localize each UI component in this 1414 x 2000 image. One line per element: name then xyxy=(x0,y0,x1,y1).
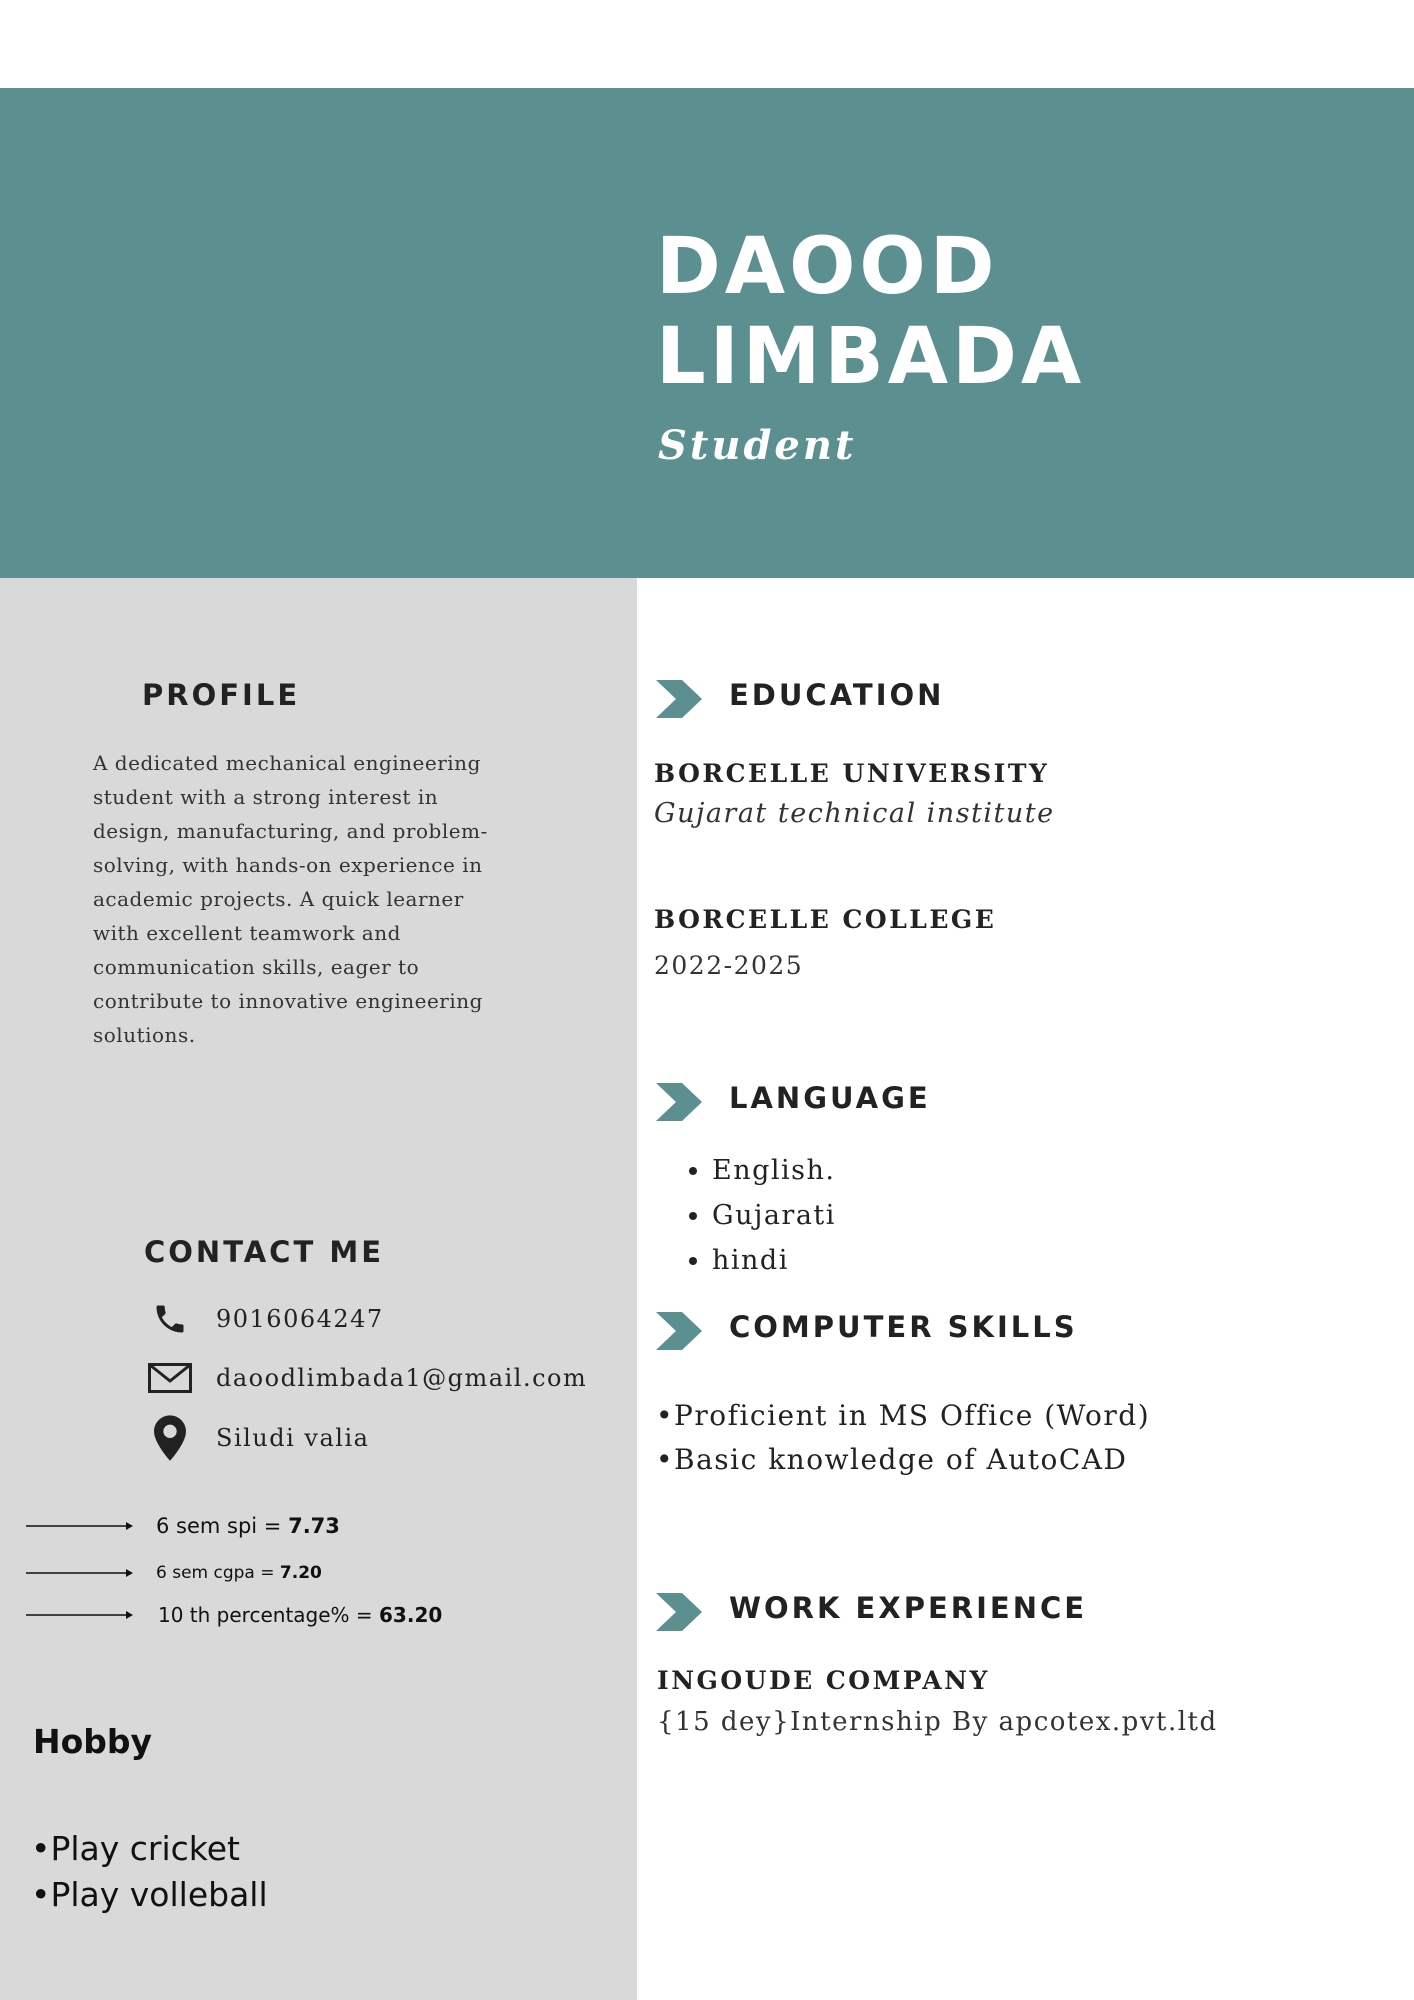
contact-heading: CONTACT ME xyxy=(144,1235,385,1269)
stat-text: 10 th percentage% = 63.20 xyxy=(158,1603,443,1627)
chevron-right-icon xyxy=(656,1312,702,1350)
language-item: • hindi xyxy=(712,1238,836,1283)
chevron-right-icon xyxy=(656,680,702,718)
company-name: INGOUDE COMPANY xyxy=(657,1666,990,1695)
institute-name: Gujarat technical institute xyxy=(654,798,1055,829)
location-text: Siludi valia xyxy=(216,1424,370,1452)
stat-text: 6 sem spi = 7.73 xyxy=(156,1514,340,1538)
work-heading: WORK EXPERIENCE xyxy=(729,1591,1088,1625)
chevron-right-icon xyxy=(656,1593,702,1631)
skill-item: •Basic knowledge of AutoCAD xyxy=(656,1443,1128,1476)
stat-spi xyxy=(26,1514,340,1538)
education-heading: EDUCATION xyxy=(729,678,945,712)
first-name: DAOOD xyxy=(656,222,999,312)
phone-icon xyxy=(148,1297,192,1341)
skills-heading: COMPUTER SKILLS xyxy=(729,1310,1078,1344)
language-heading: LANGUAGE xyxy=(729,1081,931,1115)
stat-text: 6 sem cgpa = 7.20 xyxy=(156,1563,322,1583)
mail-icon xyxy=(148,1356,192,1400)
hobby-item: •Play volleball xyxy=(31,1875,268,1914)
phone-number: 9016064247 xyxy=(216,1305,384,1333)
chevron-right-icon xyxy=(656,1083,702,1121)
contact-phone xyxy=(148,1294,384,1344)
job-title: Student xyxy=(658,422,857,469)
arrow-right-icon xyxy=(26,1610,134,1620)
university-name: BORCELLE UNIVERSITY xyxy=(654,759,1050,788)
college-name: BORCELLE COLLEGE xyxy=(654,905,997,934)
profile-heading: PROFILE xyxy=(142,678,301,712)
arrow-right-icon xyxy=(26,1521,134,1531)
full-name xyxy=(656,222,1085,402)
skill-item: •Proficient in MS Office (Word) xyxy=(656,1399,1151,1432)
language-item: • English. xyxy=(712,1148,836,1193)
hobby-item: •Play cricket xyxy=(31,1829,240,1868)
contact-email xyxy=(148,1353,588,1403)
stat-cgpa xyxy=(26,1563,322,1583)
language-list xyxy=(680,1148,836,1283)
hobby-heading: Hobby xyxy=(33,1722,153,1761)
profile-text: A dedicated mechanical engineering student with a strong interest in design, manufacturing, and problem-solving, with hands-on experience in academic projects. A quick learner with excellent teamwork and communication skills, eager to contribute to innovative engineering solutions. xyxy=(93,751,488,1047)
location-pin-icon xyxy=(148,1416,192,1460)
language-item: • Gujarati xyxy=(712,1193,836,1238)
stat-percentage xyxy=(26,1603,442,1627)
arrow-right-icon xyxy=(26,1568,134,1578)
email-address: daoodlimbada1@gmail.com xyxy=(216,1364,588,1392)
last-name: LIMBADA xyxy=(656,312,1086,402)
work-detail: {15 dey}Internship By apcotex.pvt.ltd xyxy=(657,1707,1218,1737)
education-years: 2022-2025 xyxy=(654,951,804,980)
contact-location xyxy=(148,1413,370,1463)
